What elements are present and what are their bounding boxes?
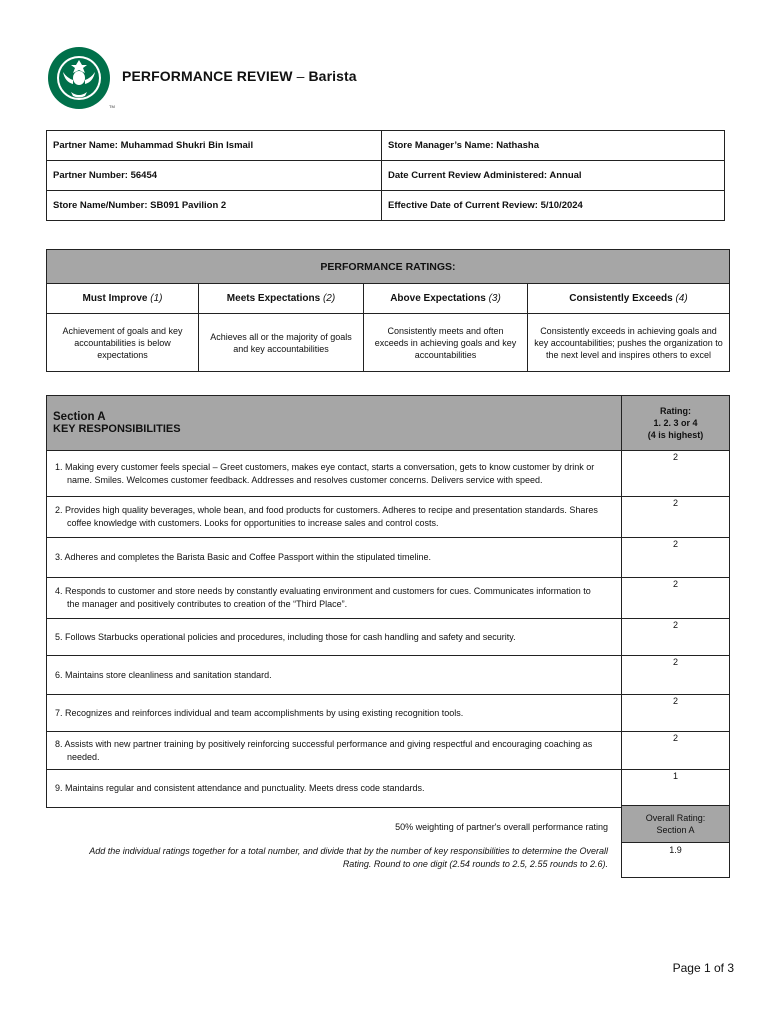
page-number: Page 1 of 3 xyxy=(672,961,734,975)
effective-date: Effective Date of Current Review: 5/10/2024 xyxy=(382,191,725,221)
rating-column-heading xyxy=(622,396,730,451)
item-text-cont: the manager and positively contributes to creation of the “Third Place”. xyxy=(67,599,348,609)
instruction-line: Rating. Round to one digit (2.54 rounds to 2.5, 2.55 rounds to 2.6). xyxy=(342,859,608,869)
rating-desc-3: Consistently meets and often exceeds in achieving goals and key accountabilities xyxy=(364,314,528,372)
responsibility-item xyxy=(47,770,622,808)
rating-heading-line: Rating: xyxy=(660,406,691,416)
responsibility-item xyxy=(47,732,622,770)
rating-level-number: (3) xyxy=(488,293,501,304)
item-text-cont: name. Smiles. Welcomes customer feedback. Addresses and resolves customer concerns. Delivers service with speed. xyxy=(67,474,543,485)
rating-level-2 xyxy=(199,284,364,314)
item-text: 8. Assists with new partner training by positively reinforcing successful performance and giving respectful and encouraging coaching as xyxy=(55,738,593,749)
partner-name: Partner Name: Muhammad Shukri Bin Ismail xyxy=(47,131,382,161)
rating-heading-line: 1. 2. 3 or 4 xyxy=(653,418,698,428)
overall-rating-box xyxy=(621,805,730,878)
item-rating: 2 xyxy=(622,619,730,656)
item-rating: 2 xyxy=(622,695,730,732)
logo-trademark: TM xyxy=(109,104,115,109)
responsibility-item xyxy=(47,578,622,619)
item-rating: 2 xyxy=(622,538,730,578)
rating-desc-1: Achievement of goals and key accountabilities is below expectations xyxy=(47,314,199,372)
overall-rating-value: 1.9 xyxy=(622,843,730,878)
instruction-note xyxy=(46,845,608,871)
item-rating: 2 xyxy=(622,656,730,695)
item-text: 4. Responds to customer and store needs by constantly evaluating environment and customers for cues. Communicates information to xyxy=(55,586,591,596)
rating-level-label: Must Improve xyxy=(82,293,151,304)
responsibility-item xyxy=(47,538,622,578)
item-text-cont: coffee knowledge with customers. Looks for opportunities to increase sales and control costs. xyxy=(67,518,439,528)
title-dash: – xyxy=(292,68,309,84)
starbucks-logo xyxy=(47,46,119,110)
item-rating: 1 xyxy=(622,770,730,808)
rating-level-4 xyxy=(528,284,730,314)
store-name-number: Store Name/Number: SB091 Pavilion 2 xyxy=(47,191,382,221)
rating-level-label: Above Expectations xyxy=(390,293,489,304)
overall-rating-heading xyxy=(622,806,730,843)
rating-desc-4: Consistently exceeds in achieving goals and key accountabilities; pushes the organization to the next level and inspires others to excel xyxy=(528,314,730,372)
partner-number: Partner Number: 56454 xyxy=(47,161,382,191)
store-manager-name: Store Manager’s Name: Nathasha xyxy=(382,131,725,161)
section-a-title: Section A xyxy=(53,411,106,423)
item-text: 3. Adheres and completes the Barista Basic and Coffee Passport within the stipulated timeline. xyxy=(55,552,432,562)
rating-level-1 xyxy=(47,284,199,314)
rating-level-number: (2) xyxy=(322,293,336,304)
rating-level-label: Meets Expectations xyxy=(226,293,323,304)
item-rating: 2 xyxy=(622,732,730,770)
responsibility-item xyxy=(47,619,622,656)
section-a-heading xyxy=(47,396,622,451)
item-text-cont: needed. xyxy=(67,751,100,762)
rating-desc-2: Achieves all or the majority of goals and key accountabilities xyxy=(199,314,364,372)
rating-level-number: (1) xyxy=(150,293,163,304)
item-rating: 2 xyxy=(622,578,730,619)
rating-heading-line: (4 is highest) xyxy=(647,430,704,440)
item-rating: 2 xyxy=(622,497,730,538)
rating-level-number: (4) xyxy=(675,293,688,304)
responsibility-item xyxy=(47,451,622,497)
responsibility-item xyxy=(47,656,622,695)
rating-level-3 xyxy=(364,284,528,314)
partner-info-table xyxy=(46,130,725,221)
item-text: 6. Maintains store cleanliness and sanitation standard. xyxy=(55,669,272,680)
item-text: 9. Maintains regular and consistent attendance and punctuality. Meets dress code standards. xyxy=(55,783,425,793)
rating-level-label: Consistently Exceeds xyxy=(569,293,676,304)
responsibility-item xyxy=(47,695,622,732)
item-text: 1. Making every customer feels special – Greet customers, makes eye contact, starts a conversation, gets to know customer by drink or xyxy=(55,461,595,472)
item-text: 5. Follows Starbucks operational policies and procedures, including those for cash handling and safety and security. xyxy=(55,631,516,642)
instruction-line: Add the individual ratings together for a total number, and divide that by the number of key responsibilities to determine the Overall xyxy=(89,846,608,856)
item-rating: 2 xyxy=(622,451,730,497)
item-text: 7. Recognizes and reinforces individual and team accomplishments by using existing recognition tools. xyxy=(55,707,464,718)
ratings-heading: PERFORMANCE RATINGS: xyxy=(47,250,730,284)
weighting-note: 50% weighting of partner's overall performance rating xyxy=(395,822,608,832)
responsibility-item xyxy=(47,497,622,538)
item-text: 2. Provides high quality beverages, whole bean, and food products for customers. Adheres to recipe and presentation standards. Shares xyxy=(55,505,598,515)
section-a-subtitle: KEY RESPONSIBILITIES xyxy=(53,423,181,435)
title-role: Barista xyxy=(308,68,357,84)
key-responsibilities-table xyxy=(46,395,730,808)
overall-heading-line: Section A xyxy=(656,825,695,835)
review-administered-date: Date Current Review Administered: Annual xyxy=(382,161,725,191)
page-title xyxy=(122,68,357,84)
title-main: PERFORMANCE REVIEW xyxy=(122,68,293,84)
overall-heading-line: Overall Rating: xyxy=(645,813,706,823)
performance-ratings-table xyxy=(46,249,730,372)
